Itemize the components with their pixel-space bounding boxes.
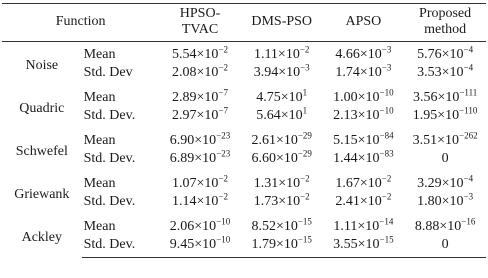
cell-mantissa: 1.67×10 [335,176,382,191]
header-hpso-tvac-label: HPSO-TVAC [179,6,221,37]
cell-mantissa: 1.00×10 [333,90,380,105]
cell-exponent: −15 [379,233,394,244]
cell-exponent: −83 [379,147,394,158]
cell-exponent: −29 [297,130,312,141]
cell-mantissa: 1.95×10 [412,107,460,123]
results-table [2,3,486,258]
cell-exponent: −7 [218,87,229,98]
cell-exponent: −29 [297,147,312,158]
cell-dms-pso-mean [241,85,323,107]
cell-exponent: −3 [381,61,392,72]
header-apso: APSO [345,14,382,29]
cell-proposed-mean [404,42,486,64]
cell-exponent: −7 [218,104,229,115]
mean-label: Mean [83,219,116,234]
cell-mantissa: 2.06×10 [169,219,217,234]
cell-exponent: −84 [379,130,394,141]
cell-dms-pso-std [241,147,323,172]
cell-proposed-std [404,190,486,215]
cell-exponent: −2 [381,173,392,184]
cell-mantissa: 2.89×10 [172,90,219,105]
cell-mantissa: 0 [441,150,449,166]
cell-proposed-std [404,150,486,172]
mean-label: Mean [83,47,116,62]
header-dms-pso: DMS-PSO [251,14,313,29]
std-dev-label: Std. Dev. [83,193,136,209]
cell-dms-pso-std [241,104,323,129]
cell-exponent: −10 [379,104,394,115]
cell-apso-std [323,61,405,86]
cell-mantissa: 5.15×10 [333,133,380,148]
cell-exponent: −2 [300,173,310,184]
cell-exponent: 1 [302,104,308,115]
cell-dms-pso-std [241,233,323,258]
cell-dms-pso-std [241,61,323,86]
cell-exponent: −14 [379,216,394,227]
header-function: Function [55,14,106,29]
header-hpso-tvac [159,4,241,42]
mean-label: Mean [83,176,116,191]
cell-mantissa: 1.07×10 [172,176,219,191]
std-dev-label: Std. Dev [83,64,133,80]
cell-mantissa: 2.41×10 [335,193,382,209]
table-row [2,42,486,64]
cell-proposed-std [404,61,486,86]
cell-exponent: −10 [216,233,231,244]
cell-mantissa: 6.60×10 [251,150,298,166]
cell-mantissa: 6.89×10 [169,150,217,166]
cell-hpso-tvac-mean [159,214,241,236]
cell-exponent: −23 [216,130,231,141]
function-name: Griewank [14,186,70,202]
cell-exponent: −23 [216,147,231,158]
cell-apso-mean [323,214,405,236]
cell-mantissa: 5.76×10 [417,47,464,62]
cell-hpso-tvac-std [159,104,241,129]
cell-exponent: −2 [218,44,229,55]
cell-mantissa: 1.11×10 [253,47,300,62]
cell-dms-pso-mean [241,171,323,193]
cell-mantissa: 8.52×10 [251,219,298,234]
cell-proposed-mean [404,171,486,193]
cell-proposed-std [404,104,486,129]
table-row [2,85,486,107]
header-row [2,4,486,42]
cell-proposed-mean [404,85,486,107]
function-name: Ackley [21,230,63,245]
cell-exponent: −2 [218,190,229,201]
cell-exponent: −15 [297,216,312,227]
function-name: Noise [25,57,59,73]
cell-exponent: −2 [299,44,310,55]
header-proposed-method [404,4,486,42]
mean-label: Mean [83,133,116,148]
header-proposed-method-label: Proposed method [419,6,472,37]
std-dev-label: Std. Dev. [83,150,136,166]
cell-apso-std [323,147,405,172]
cell-proposed-std [404,236,486,258]
cell-mantissa: 3.94×10 [253,64,301,80]
cell-proposed-mean [404,128,486,150]
cell-hpso-tvac-mean [159,42,241,64]
cell-hpso-tvac-mean [159,128,241,150]
cell-exponent: −16 [461,216,476,227]
cell-mantissa: 1.80×10 [417,193,464,209]
cell-hpso-tvac-mean [159,171,241,193]
cell-exponent: −10 [216,216,231,227]
cell-exponent: −262 [459,130,478,141]
cell-apso-std [323,190,405,215]
cell-exponent: 1 [302,87,308,98]
function-name: Quadric [19,100,65,116]
cell-hpso-tvac-std [159,190,241,215]
cell-mantissa: 8.88×10 [414,219,462,234]
cell-apso-mean [323,171,405,193]
cell-mantissa: 1.31×10 [253,176,301,191]
cell-mantissa: 1.74×10 [335,64,382,80]
cell-mantissa: 5.54×10 [172,47,219,62]
cell-proposed-mean [404,214,486,236]
cell-mantissa: 1.73×10 [253,193,301,209]
cell-mantissa: 0 [441,236,449,252]
cell-mantissa: 3.55×10 [333,236,380,252]
cell-exponent: −4 [463,61,474,72]
cell-mantissa: 3.56×10 [412,90,460,105]
table-body [2,42,486,258]
cell-exponent: −4 [463,173,474,184]
std-dev-label: Std. Dev. [82,236,160,258]
cell-mantissa: 3.53×10 [417,64,464,80]
cell-exponent: −3 [463,190,474,201]
cell-mantissa: 1.44×10 [333,150,380,166]
table-row [2,171,486,193]
cell-exponent: −3 [300,61,310,72]
cell-mantissa: 2.13×10 [333,107,380,123]
cell-mantissa: 2.97×10 [172,107,219,123]
cell-mantissa: 6.90×10 [169,133,217,148]
cell-mantissa: 2.61×10 [251,133,298,148]
cell-hpso-tvac-std [159,233,241,258]
cell-apso-std [323,104,405,129]
cell-apso-mean [323,85,405,107]
cell-exponent: −2 [381,190,392,201]
mean-label: Mean [83,90,116,105]
std-dev-label: Std. Dev. [83,107,136,123]
cell-mantissa: 1.11×10 [333,219,380,234]
cell-exponent: −111 [459,87,478,98]
cell-exponent: −10 [379,87,394,98]
cell-exponent: −4 [463,44,474,55]
cell-apso-mean [323,42,405,64]
cell-hpso-tvac-std [159,61,241,86]
cell-dms-pso-mean [241,128,323,150]
cell-mantissa: 3.51×10 [412,133,460,148]
cell-mantissa: 9.45×10 [169,236,217,252]
table-row [2,128,486,150]
cell-mantissa: 1.14×10 [172,193,219,209]
function-name: Schwefel [15,143,68,159]
cell-hpso-tvac-std [159,147,241,172]
table-header [2,4,486,42]
cell-mantissa: 5.64×10 [256,107,303,123]
cell-dms-pso-mean [241,214,323,236]
cell-apso-mean [323,128,405,150]
cell-mantissa: 4.75×10 [256,90,303,105]
cell-exponent: −110 [459,104,478,115]
cell-exponent: −3 [381,44,392,55]
cell-exponent: −2 [218,61,229,72]
cell-exponent: −2 [218,173,229,184]
cell-hpso-tvac-mean [159,85,241,107]
cell-dms-pso-mean [241,42,323,64]
cell-apso-std [323,233,405,258]
cell-exponent: −15 [297,233,312,244]
cell-exponent: −2 [300,190,310,201]
cell-dms-pso-std [241,190,323,215]
cell-mantissa: 4.66×10 [335,47,382,62]
cell-mantissa: 1.79×10 [251,236,298,252]
table-row [2,214,486,236]
cell-mantissa: 2.08×10 [172,64,219,80]
cell-mantissa: 3.29×10 [417,176,464,191]
